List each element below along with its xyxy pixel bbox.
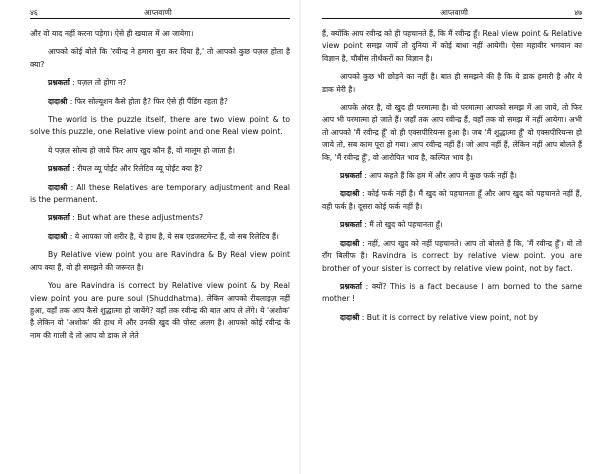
paragraph: प्रश्नकर्ता : आप कहते हैं कि हम में और आप में कुछ फर्क नहीं है। bbox=[340, 171, 517, 181]
paragraph-text: रीयल व्यू पोईंट और रिलेटिव व्यू पोईंट क्या है? bbox=[77, 164, 203, 174]
paragraph: प्रश्नकर्ता : But what are these adjustments? bbox=[48, 213, 204, 223]
speaker-label: दादाश्री bbox=[340, 312, 360, 322]
right-page bbox=[300, 0, 600, 474]
paragraph: दादाश्री : ये आपका जो शरीर है, ये हाथ है, ये सब एडजस्टमेन्ट हैं, वो सब रिलेटिव हैं। bbox=[48, 231, 279, 241]
paragraph: प्रश्नकर्ता : पज़ल तो होगा न? bbox=[48, 78, 127, 88]
paragraph: दादाश्री : नहीं, आप खुद को नहीं पहचानते। आप तो बोलते हैं कि, 'मैं रवीन्द्र हूँ'। वो तो रॉंग बिलीफ है। Ravindra is correct by relative view point. you are brother of your sister is correct by relative view point, not by fact. bbox=[322, 238, 582, 273]
paragraph-text: नहीं, आप खुद को नहीं पहचानते। आप तो बोलते हैं कि, 'मैं रवीन्द्र हूँ'। वो तो रॉंग बिलीफ है। Ravindra is correct by relative view point. you are brother of your sister is correct by relative view point, not by fact. bbox=[322, 238, 582, 273]
left-running-title: आप्तवाणी bbox=[144, 8, 172, 17]
left-page-body bbox=[30, 28, 290, 342]
paragraph bbox=[322, 28, 582, 65]
paragraph-text: The world is the puzzle itself, there are two view point & to solve this puzzle, one Relative view point and one Real view point. bbox=[30, 115, 290, 137]
paragraph bbox=[30, 249, 290, 274]
paragraph-text: हैं, क्योंकि आप रवीन्द्र को ही पहचानते हैं, कि मैं रवीन्द्र हूँ। Real view point & Relative view point समझ जायें तो दुनिया में कोई बाधा नहीं आयेगी। ऐसा महावीर भगवान का विज्ञान है, चौबीस तीर्थंकरों का विज्ञान है। bbox=[322, 29, 582, 63]
speaker-label: प्रश्नकर्ता bbox=[340, 171, 362, 181]
right-page-number: ४७ bbox=[574, 8, 582, 17]
speaker-label: प्रश्नकर्ता bbox=[48, 164, 70, 174]
paragraph bbox=[30, 46, 290, 71]
paragraph-text: You are Ravindra is correct by Relative view point & by Real view point you are pure soul (Shuddhatma). लेकिन आपको रीयलाइज़ नहीं हुआ, वहाँ तक आप कैसे शुद्धात्मा हो जायेंगे? वहाँ तक रवीन्द्र की बात आप ले लेंगे। ये 'अशोक' है लेकिन वो 'अशोक' की हाथ में और उनकी खुद की पोस्ट अलग है। आपको कोई रवीन्द्र के नाम की गाली दे तो आप वो डाक ले लेते bbox=[30, 281, 290, 340]
right-page-header bbox=[322, 6, 582, 19]
speaker-label: दादाश्री bbox=[340, 238, 360, 248]
paragraph-text: ये पज़ल सोल्व हो जाये फिर आप खुद कौन हैं, वो मालूम हो जाता है। bbox=[48, 145, 235, 155]
left-page-number: ४६ bbox=[30, 8, 38, 17]
paragraph bbox=[322, 71, 582, 96]
paragraph-text: मैं तो खुद को पहचानता हूँ। bbox=[369, 220, 443, 230]
paragraph bbox=[30, 114, 290, 139]
paragraph-text: पज़ल तो होगा न? bbox=[77, 78, 127, 88]
speaker-label: दादाश्री bbox=[340, 189, 360, 199]
paragraph: दादाश्री : But it is correct by relative view point, not by bbox=[340, 312, 539, 322]
speaker-label: प्रश्नकर्ता bbox=[48, 78, 70, 88]
speaker-label: दादाश्री bbox=[48, 231, 68, 241]
paragraph-text: आपको कुछ भी छोड़ने का नहीं है। बात ही समझने की है कि ये डाक हमारी है और ये डाक मेरी है। bbox=[322, 72, 582, 94]
paragraph-text: आपके अंदर है, वो खुद ही परमात्मा है। वो परमात्मा आपको समझ में आ जाये, तो फिर आप भी परमात्मा हो जाते हैं। जहाँ तक आप रवीन्द्र हैं, वहाँ तक वो समझ में नहीं आयेगा। अभी तो आपको 'मैं रवीन्द्र हूँ' वो ही एक्सपीरियन्स हुआ है। जब 'मैं शुद्धात्मा हूँ' वो एक्सपीरियन्स हो जाये तो, सब काम पूरा हो गया। आप रवीन्द्र नहीं हैं। जो आप नहीं हैं, लेकिन नहीं आप बोलते हैं कि, 'मैं रवीन्द्र हूँ', वो आरोपित भाव है, कल्पित भाव है। bbox=[322, 103, 582, 162]
paragraph bbox=[30, 28, 290, 40]
paragraph: दादाश्री : फिर सोल्यूशन कैसे होता है? फिर ऐसे ही पैंडिंग रहता है? bbox=[48, 96, 228, 106]
paragraph-text: But it is correct by relative view point, not by bbox=[366, 312, 539, 322]
paragraph: प्रश्नकर्ता : रीयल व्यू पोईंट और रिलेटिव व्यू पोईंट क्या है? bbox=[48, 164, 203, 174]
paragraph-text: All these Relatives are temporary adjustment and Real is the permanent. bbox=[30, 182, 290, 205]
speaker-label: प्रश्नकर्ता bbox=[48, 213, 70, 223]
speaker-label: प्रश्नकर्ता bbox=[340, 220, 362, 230]
paragraph-text: आपको कोई बोले कि 'रवीन्द्र ने हमारा बुरा कर दिया है,' तो आपको कुछ पज़ल होता है क्या? bbox=[30, 47, 290, 69]
paragraph-text: कोई फर्क नहीं है। मैं खुद को पहचानता हूँ और आप खुद को पहचानते नहीं हैं, वही फर्क है। दूसरा कोई फर्क नहीं है। bbox=[322, 189, 582, 211]
paragraph: प्रश्नकर्ता : क्यों? This is a fact because I am borned to the same mother ! bbox=[322, 281, 582, 304]
paragraph-text: By Relative view point you are Ravindra & By Real view point आप क्या हैं, वो ही समझने की जरूरत है। bbox=[30, 250, 290, 272]
speaker-label: दादाश्री bbox=[48, 182, 68, 192]
paragraph bbox=[30, 280, 290, 342]
speaker-label: प्रश्नकर्ता bbox=[340, 281, 362, 291]
paragraph bbox=[322, 102, 582, 164]
paragraph: दादाश्री : All these Relatives are temporary adjustment and Real is the permanent. bbox=[30, 182, 290, 205]
paragraph-text: फिर सोल्यूशन कैसे होता है? फिर ऐसे ही पैंडिंग रहता है? bbox=[74, 96, 228, 106]
paragraph-text: और वो याद नहीं करना पड़ेगा। ऐसे ही खयाल में आ जायेगा। bbox=[30, 29, 194, 38]
paragraph-text: ये आपका जो शरीर है, ये हाथ है, ये सब एडजस्टमेन्ट हैं, वो सब रिलेटिव हैं। bbox=[74, 231, 279, 241]
paragraph-text: But what are these adjustments? bbox=[77, 213, 204, 223]
speaker-label: दादाश्री bbox=[48, 96, 68, 106]
paragraph-text: क्यों? This is a fact because I am borned to the same mother ! bbox=[322, 281, 582, 304]
paragraph: दादाश्री : कोई फर्क नहीं है। मैं खुद को पहचानता हूँ और आप खुद को पहचानते नहीं हैं, वही फर्क है। दूसरा कोई फर्क नहीं है। bbox=[322, 189, 582, 211]
paragraph: प्रश्नकर्ता : मैं तो खुद को पहचानता हूँ। bbox=[340, 220, 443, 230]
paragraph bbox=[30, 145, 290, 157]
left-page-header bbox=[30, 6, 290, 19]
right-running-title: आप्तवाणी bbox=[440, 8, 468, 17]
paragraph-text: आप कहते हैं कि हम में और आप में कुछ फर्क नहीं है। bbox=[369, 171, 517, 181]
right-page-body bbox=[322, 28, 582, 324]
